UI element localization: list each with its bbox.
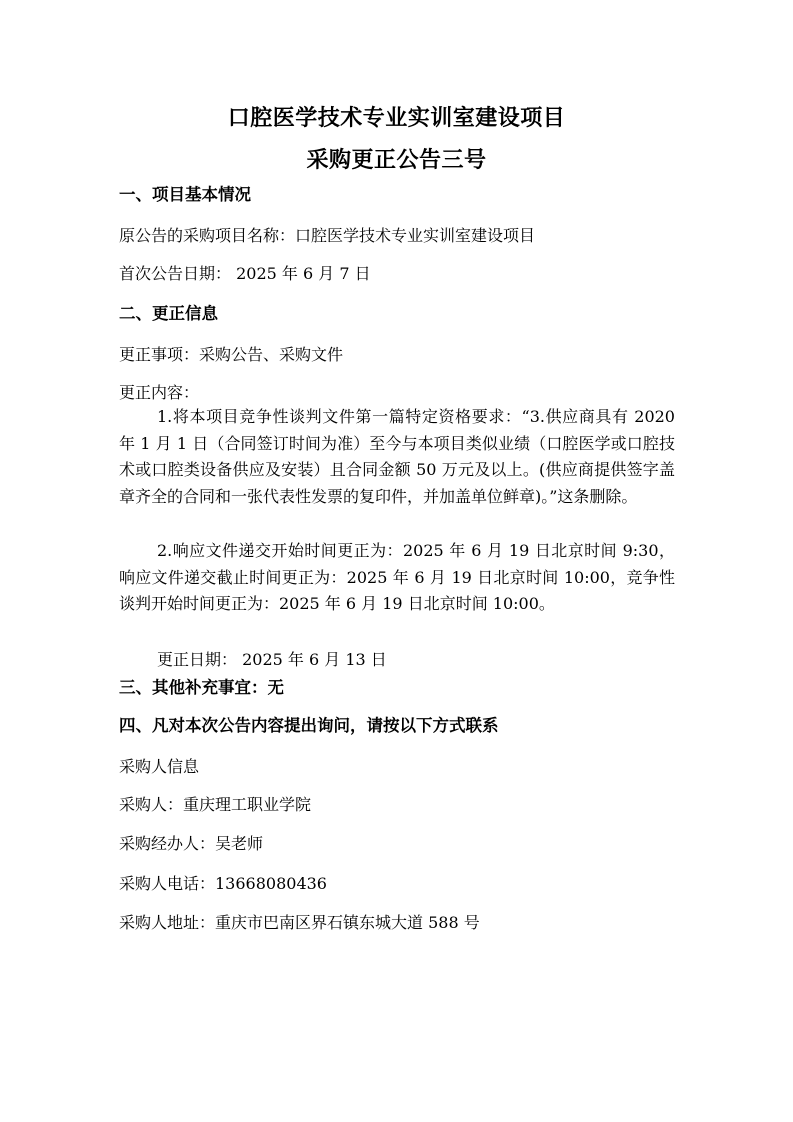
section1-heading: 一、项目基本情况 [119, 185, 251, 204]
address-line: 采购人地址：重庆市巴南区界石镇东城大道 588 号 [119, 913, 480, 932]
purchaser-info-label: 采购人信息 [119, 757, 200, 776]
agent-line: 采购经办人：吴老师 [119, 834, 264, 853]
section4-heading: 四、凡对本次公告内容提出询问，请按以下方式联系 [119, 716, 499, 735]
first-date-line: 首次公告日期： 2025 年 6 月 7 日 [119, 264, 371, 283]
section3-heading: 三、其他补充事宜：无 [119, 678, 284, 697]
section2-heading: 二、更正信息 [119, 304, 218, 323]
matter-line: 更正事项：采购公告、采购文件 [119, 345, 344, 364]
correction-item-2: 2.响应文件递交开始时间更正为：2025 年 6 月 19 日北京时间 9:30，响应文件递交截止时间更正为：2025 年 6 月 19 日北京时间 10:00，竞争性谈判开始时间更正为：2025 年 6 月 19 日北京时间 10:00。 [119, 541, 675, 613]
correction-item-1: 1.将本项目竞争性谈判文件第一篇特定资格要求：“3.供应商具有 2020 年 1 月 1 日（合同签订时间为准）至今与本项目类似业绩（口腔医学或口腔技术或口腔类设备供应及安装）且合同金额 50 万元及以上。(供应商提供签字盖章齐全的合同和一张代表性发票的复印件，并加盖单位鲜章)。”这条删除。 [119, 407, 675, 506]
project-name-line: 原公告的采购项目名称：口腔医学技术专业实训室建设项目 [119, 226, 536, 245]
document-title-line1: 口腔医学技术专业实训室建设项目 [227, 106, 566, 131]
purchaser-line: 采购人：重庆理工职业学院 [119, 795, 312, 814]
correction-date-line: 更正日期： 2025 年 6 月 13 日 [157, 650, 387, 669]
document-title-line2: 采购更正公告三号 [306, 148, 487, 173]
phone-line: 采购人电话：13668080436 [119, 874, 327, 893]
content-label: 更正内容： [119, 383, 200, 402]
